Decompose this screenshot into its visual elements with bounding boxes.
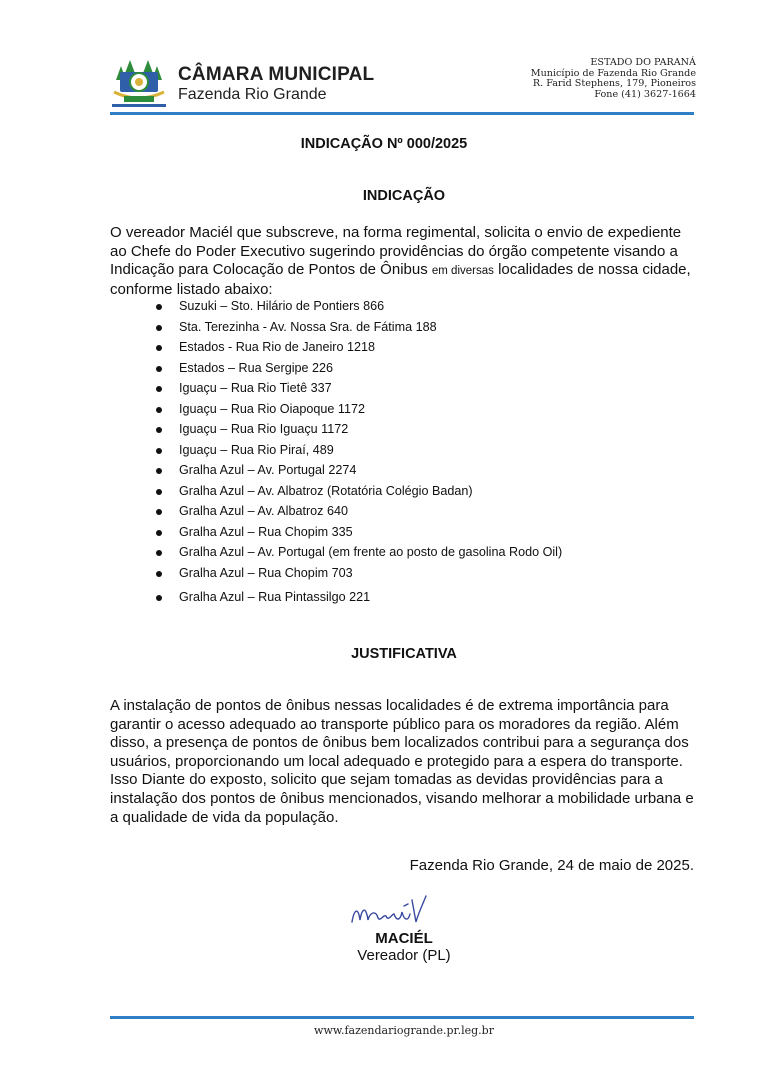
list-item bbox=[154, 378, 562, 399]
list-item bbox=[154, 460, 562, 481]
bullet-icon bbox=[156, 407, 162, 413]
contact-line: ESTADO DO PARANÁ bbox=[590, 57, 696, 68]
justification-paragraph: A instalação de pontos de ônibus nessas localidades é de extrema importância para garantir o acesso adequado ao transporte público para os moradores da região. Além disso, a presença de pontos de ônibus bem localizados contribui para a segurança dos usuários, proporcionando um local adequado e protegido para a espera do transporte. Isso Diante do exposto, solicito que sejam tomadas as devidas providências para a instalação dos pontos de ônibus mencionados, visando melhorar a mobilidade urbana e a qualidade de vida da população. bbox=[110, 697, 694, 826]
date-line: Fazenda Rio Grande, 24 de maio de 2025. bbox=[409, 857, 694, 874]
handwritten-signature bbox=[346, 892, 446, 932]
header-divider bbox=[110, 112, 694, 115]
location-text: Iguaçu – Rua Rio Piraí, 489 bbox=[179, 442, 334, 457]
bullet-icon bbox=[156, 345, 162, 351]
signer-role: Vereador (PL) bbox=[357, 947, 451, 964]
document-title: INDICAÇÃO Nº 000/2025 bbox=[300, 136, 468, 152]
intro-paragraph bbox=[110, 224, 700, 299]
location-text: Gralha Azul – Av. Albatroz (Rotatória Colégio Badan) bbox=[179, 483, 473, 498]
org-city: Fazenda Rio Grande bbox=[178, 86, 327, 103]
location-text: Gralha Azul – Av. Portugal (em frente ao posto de gasolina Rodo Oil) bbox=[179, 545, 563, 559]
list-item bbox=[154, 501, 562, 522]
contact-line: Município de Fazenda Rio Grande bbox=[530, 67, 696, 79]
bullet-icon bbox=[156, 489, 162, 495]
list-item bbox=[154, 358, 562, 379]
list-item bbox=[154, 399, 562, 420]
list-item bbox=[154, 481, 562, 502]
org-name: CÂMARA MUNICIPAL bbox=[178, 64, 375, 85]
list-item bbox=[154, 419, 562, 440]
location-text: Suzuki – Sto. Hilário de Pontiers 866 bbox=[179, 299, 385, 313]
location-text: Iguaçu – Rua Rio Oiapoque 1172 bbox=[179, 401, 366, 416]
location-text: Gralha Azul – Av. Portugal 2274 bbox=[179, 463, 357, 477]
locations-list bbox=[154, 296, 562, 608]
bullet-icon bbox=[156, 448, 162, 454]
location-text: Gralha Azul – Rua Chopim 335 bbox=[179, 524, 353, 539]
bullet-icon bbox=[156, 571, 162, 577]
bullet-icon bbox=[156, 304, 162, 310]
bullet-icon bbox=[156, 530, 162, 536]
list-item bbox=[154, 587, 562, 608]
bullet-icon bbox=[156, 550, 162, 556]
contact-line: R. Farid Stephens, 179, Pioneiros bbox=[532, 78, 696, 89]
list-item bbox=[154, 440, 562, 461]
list-item bbox=[154, 317, 562, 338]
intro-end-text: localidades de nossa cidade, conforme listado abaixo: bbox=[110, 261, 691, 298]
location-text: Gralha Azul – Rua Chopim 703 bbox=[179, 565, 353, 580]
section-title: INDICAÇÃO bbox=[362, 188, 446, 204]
list-item bbox=[154, 296, 562, 317]
bullet-icon bbox=[156, 366, 162, 372]
location-text: Gralha Azul – Av. Albatroz 640 bbox=[179, 504, 348, 518]
bullet-icon bbox=[156, 427, 162, 433]
location-text: Gralha Azul – Rua Pintassilgo 221 bbox=[179, 590, 371, 604]
list-item bbox=[154, 542, 562, 563]
location-text: Estados - Rua Rio de Janeiro 1218 bbox=[179, 340, 376, 354]
list-item bbox=[154, 337, 562, 358]
footer-website: www.fazendariogrande.pr.leg.br bbox=[314, 1024, 494, 1037]
intro-main-text: O vereador Maciél que subscreve, na forma regimental, solicita o envio de expediente ao Chefe do Poder Executivo sugerindo providências do órgão competente visando a Indicação para Colocação de Pontos de Ônibus bbox=[110, 224, 682, 279]
signer-name: MACIÉL bbox=[375, 930, 433, 947]
intro-small-text: em diversas bbox=[431, 265, 494, 278]
bullet-icon bbox=[156, 509, 162, 515]
location-text: Iguaçu – Rua Rio Tietê 337 bbox=[179, 381, 332, 395]
contact-line: Fone (41) 3627-1664 bbox=[594, 88, 696, 100]
bullet-icon bbox=[156, 468, 162, 474]
list-item bbox=[154, 522, 562, 543]
footer-divider bbox=[110, 1016, 694, 1019]
justification-title: JUSTIFICATIVA bbox=[351, 646, 457, 662]
location-text: Iguaçu – Rua Rio Iguaçu 1172 bbox=[179, 422, 349, 436]
contact-block bbox=[531, 58, 696, 100]
bullet-icon bbox=[156, 595, 162, 601]
bullet-icon bbox=[156, 386, 162, 392]
location-text: Estados – Rua Sergipe 226 bbox=[179, 360, 334, 375]
bullet-icon bbox=[156, 325, 162, 331]
location-text: Sta. Terezinha - Av. Nossa Sra. de Fátima 188 bbox=[179, 319, 437, 334]
coat-of-arms-logo-icon bbox=[108, 58, 170, 108]
list-item bbox=[154, 563, 562, 584]
